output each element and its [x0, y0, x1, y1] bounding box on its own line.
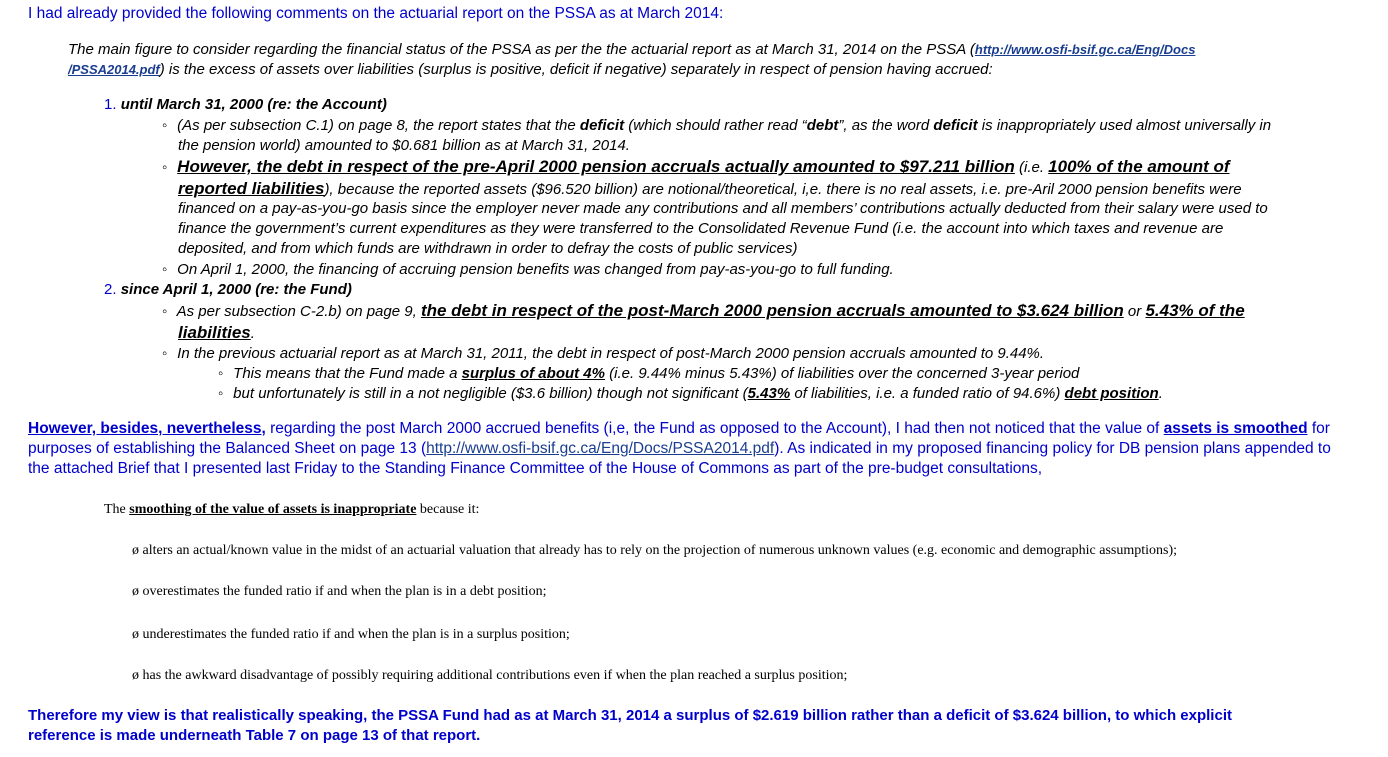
sub-bullet-2 [162, 157, 1230, 178]
sub-bullet-1 [162, 116, 1271, 136]
text: ”, as the word [838, 117, 934, 134]
sub-bullet-4 [162, 301, 1245, 322]
quote-line-1 [68, 40, 1195, 60]
sub-bullet-5 [162, 344, 1044, 364]
text: of liabilities, i.e. a funded ratio of 94.6%) [790, 385, 1065, 402]
strong-statement: debt position [1064, 385, 1159, 402]
strong-statement: liabilities [178, 323, 251, 342]
text: deficit [933, 117, 978, 134]
text: regarding the post March 2000 accrued benefits (i,e, the Fund as opposed to the Account), I had then not noticed that the value of [265, 420, 1164, 437]
sub-bullet-2-line-5: deposited, and from which funds are withdrawn in order to defray the costs of public services) [178, 240, 798, 257]
list-number: 1. [104, 96, 117, 113]
text: On April 1, 2000, the financing of accruing pension benefits was changed from pay-as-you-go to full funding. [177, 261, 894, 278]
text: The [104, 502, 130, 517]
text: deficit [579, 117, 625, 134]
text: This means that the Fund made a [233, 365, 462, 382]
circle-bullet-icon: ◦ [162, 303, 168, 320]
list-number: 2. [104, 281, 117, 298]
para2-line-2 [28, 439, 1331, 459]
text: because it: [416, 502, 480, 517]
text: debt [806, 117, 839, 134]
strong-statement: the debt in respect of the post-March 2000 pension accruals amounted to $3.624 billion [420, 301, 1124, 320]
brief-point-4 [132, 666, 847, 686]
conclusion-line-2: reference is made underneath Table 7 on page 13 of that report. [28, 727, 481, 744]
brief-intro [104, 500, 479, 520]
text: for [1307, 420, 1330, 437]
circle-bullet-icon: ◦ [218, 385, 224, 402]
list-item-2 [104, 280, 352, 300]
strong-statement: 5.43% [747, 385, 791, 402]
text: . [1158, 385, 1163, 402]
text: ), because the reported assets ($96.520 billion) are notional/theoretical, i,e. there is no real assets, i.e. pre-Aril 2000 pension benefits were [324, 181, 1242, 198]
sub-bullet-2-line-2 [178, 179, 1242, 200]
sub-bullet-4-line-2 [178, 323, 255, 344]
strong-statement: surplus of about 4% [461, 365, 605, 382]
text: overestimates the funded ratio if and when the plan is in a debt position; [142, 584, 547, 599]
brief-point-3 [132, 625, 570, 645]
brief-point-1 [132, 541, 1177, 561]
text: has the awkward disadvantage of possibly requiring additional contributions even if when the plan reached a surplus position; [142, 668, 848, 683]
brief-point-2 [132, 582, 546, 602]
text: As per subsection C-2.b) on page 9, [176, 303, 421, 320]
circle-bullet-icon: ◦ [162, 159, 168, 176]
text: (which should rather read “ [624, 117, 807, 134]
emphasis: assets is smoothed [1163, 420, 1308, 437]
text: underestimates the funded ratio if and when the plan is in a surplus position; [142, 627, 570, 642]
empty-set-bullet-icon: ø [132, 627, 139, 642]
quote-text: ) is the excess of assets over liabilities (surplus is positive, deficit if negative) separately in respect of pension having accrued: [159, 61, 993, 78]
strong-statement: 5.43% of the [1145, 301, 1245, 320]
list-item-title: since April 1, 2000 (re: the Fund) [120, 281, 352, 298]
empty-set-bullet-icon: ø [132, 543, 139, 558]
empty-set-bullet-icon: ø [132, 668, 139, 683]
sub-bullet-2-line-3: financed on a pay-as-you-go basis since the employer never made any contributions and all members’ contributions actually deducted from their salary were used to [178, 200, 1268, 217]
pssa-report-link[interactable]: http://www.osfi-bsif.gc.ca/Eng/Docs/PSSA2014.pdf [426, 440, 775, 457]
circle-bullet-icon: ◦ [162, 261, 168, 278]
intro-text: I had already provided the following comments on the actuarial report on the PSSA as at March 2014: [28, 5, 724, 22]
text: . [250, 325, 255, 342]
sub-sub-bullet-1 [218, 364, 1079, 384]
text: (i.e. [1014, 159, 1049, 176]
text: or [1123, 303, 1146, 320]
sub-bullet-2-line-4: finance the government’s current expenditures as they were transferred to the Consolidated Revenue Fund (i.e. the account into which taxes and revenue are [178, 220, 1224, 237]
para2-line-3: the attached Brief that I presented last Friday to the Standing Finance Committee of the House of Commons as part of the pre-budget consultations, [28, 460, 1043, 477]
text: (i.e. 9.44% minus 5.43%) of liabilities over the concerned 3-year period [604, 365, 1080, 382]
text: (As per subsection C.1) on page 8, the report states that the [177, 117, 580, 134]
list-item-title: until March 31, 2000 (re: the Account) [120, 96, 387, 113]
text: is inappropriately used almost universally in [977, 117, 1272, 134]
text: but unfortunately is still in a not negligible ($3.6 billion) though not significant ( [233, 385, 748, 402]
osfi-link-part-1[interactable]: http://www.osfi-bsif.gc.ca/Eng/Docs [974, 42, 1196, 57]
emphasis: However, besides, nevertheless, [28, 420, 266, 437]
text: ). As indicated in my proposed financing policy for DB pension plans appended to [774, 440, 1331, 457]
emphasis: smoothing of the value of assets is inappropriate [129, 502, 417, 517]
conclusion-line-1: Therefore my view is that realistically speaking, the PSSA Fund had as at March 31, 2014 a surplus of $2.619 billion rather than a deficit of $3.624 billion, to which explicit [28, 707, 1232, 724]
text: purposes of establishing the Balanced Sheet on page 13 ( [28, 440, 427, 457]
sub-sub-bullet-2 [218, 384, 1163, 404]
strong-statement: 100% of the amount of [1048, 157, 1230, 176]
para2-line-1 [28, 419, 1330, 439]
empty-set-bullet-icon: ø [132, 584, 139, 599]
text: alters an actual/known value in the midst of an actuarial valuation that already has to rely on the projection of numerous unknown values (e.g. economic and demographic assumptions); [142, 543, 1178, 558]
text: In the previous actuarial report as at March 31, 2011, the debt in respect of post-March 2000 pension accruals amounted to 9.44%. [177, 345, 1045, 362]
list-item-1 [104, 95, 387, 115]
circle-bullet-icon: ◦ [162, 117, 168, 134]
strong-statement: However, the debt in respect of the pre-April 2000 pension accruals actually amounted to $97.211 billion [177, 157, 1015, 176]
circle-bullet-icon: ◦ [218, 365, 224, 382]
circle-bullet-icon: ◦ [162, 345, 168, 362]
strong-statement: reported liabilities [178, 179, 325, 198]
quote-text: The main figure to consider regarding the financial status of the PSSA as per the the actuarial report as at March 31, 2014 on the PSSA ( [68, 41, 975, 58]
osfi-link-part-2[interactable]: /PSSA2014.pdf [68, 62, 160, 77]
quote-line-2 [68, 60, 993, 80]
sub-bullet-1-cont: the pension world) amounted to $0.681 billion as at March 31, 2014. [178, 137, 630, 154]
sub-bullet-3 [162, 260, 894, 280]
